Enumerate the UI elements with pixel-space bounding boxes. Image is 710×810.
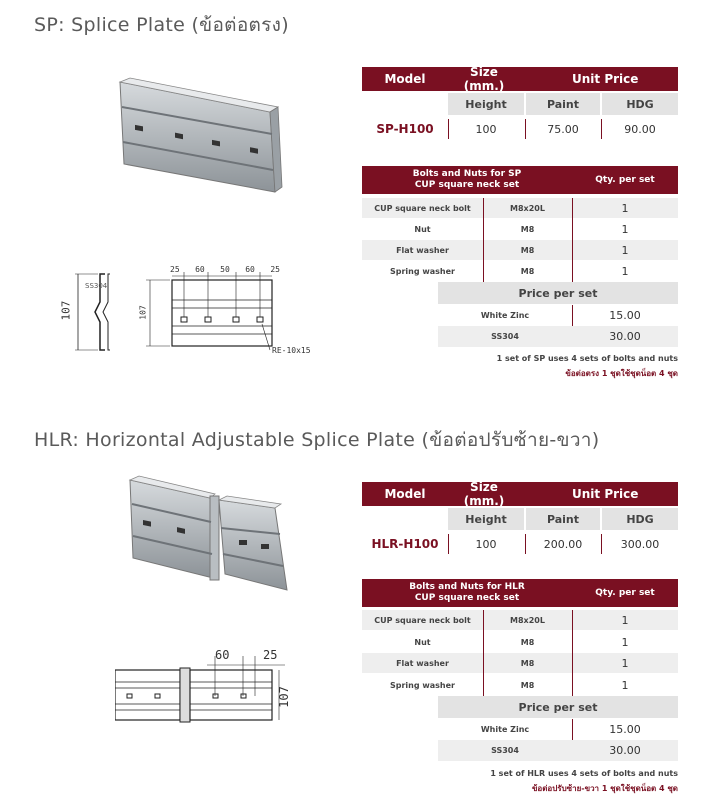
divider [525, 119, 526, 139]
divider [448, 119, 449, 139]
hlr-drawing-dim-25: 25 [263, 648, 278, 662]
finish-name: White Zinc [480, 725, 530, 734]
finish-price: 15.00 [609, 723, 641, 736]
bolt-name: Spring washer [390, 266, 455, 276]
dim-label: 60 [245, 265, 255, 274]
divider [448, 534, 449, 554]
dim-label: 50 [220, 265, 230, 274]
qty-header: Qty. per set [572, 166, 678, 194]
sp-drawing-slot-label: RE-10x15 [272, 346, 311, 355]
finish-name: SS304 [491, 746, 519, 755]
finish-name: SS304 [491, 332, 519, 341]
qty-header: Qty. per set [572, 579, 678, 607]
hdg-subheader: HDG [602, 93, 678, 115]
hlr-price-table [362, 482, 678, 802]
height-value: 100 [475, 122, 497, 136]
note-english: 1 set of SP uses 4 sets of bolts and nuts [496, 354, 678, 363]
bolt-size: M8 [520, 245, 535, 255]
finish-price: 30.00 [609, 330, 641, 343]
hlr-drawing-dim-107: 107 [276, 686, 291, 708]
hlr-splice-plate-photo [115, 470, 315, 605]
bolt-name: CUP square neck bolt [374, 203, 471, 213]
hlr-drawing-dim-60: 60 [215, 648, 230, 662]
bolt-size: M8x20L [510, 615, 545, 625]
bolt-qty: 1 [621, 243, 629, 257]
bolt-name: CUP square neck bolt [374, 615, 471, 625]
section-title-hlr: HLR: Horizontal Adjustable Splice Plate (ข้อต่อปรับซ้าย-ขวา) [34, 429, 600, 451]
hdg-value: 90.00 [624, 122, 656, 136]
model-value: SP-H100 [376, 122, 434, 136]
model-header: Model [362, 67, 448, 91]
hdg-value: 300.00 [620, 537, 660, 551]
finish-price: 30.00 [609, 744, 641, 757]
sp-price-table [362, 67, 678, 397]
bolt-qty: 1 [621, 613, 629, 627]
model-header: Model [362, 482, 448, 506]
bolt-size: M8 [520, 266, 535, 276]
bolt-qty: 1 [621, 635, 629, 649]
bolt-qty: 1 [621, 201, 629, 215]
bolt-name: Flat washer [396, 245, 449, 255]
divider [525, 534, 526, 554]
paint-value: 200.00 [543, 537, 583, 551]
sp-drawing-dim-107-front: 107 [138, 305, 148, 320]
paint-subheader: Paint [526, 508, 600, 530]
unit-price-header: Unit Price [520, 482, 678, 506]
note-thai: ข้อต่อตรง 1 ชุดใช้ชุดน็อต 4 ชุด [565, 369, 678, 378]
bolts-header [362, 579, 572, 607]
divider [601, 119, 602, 139]
note-thai: ข้อต่อปรับซ้าย-ขวา 1 ชุดใช้ชุดน็อต 4 ชุด [531, 784, 678, 793]
bolt-qty: 1 [621, 678, 629, 692]
hlr-technical-drawing [115, 648, 305, 728]
bolt-size: M8 [520, 637, 535, 647]
bolt-qty: 1 [621, 222, 629, 236]
bolt-size: M8x20L [510, 203, 545, 213]
bolts-title-line2: CUP square neck set [414, 593, 520, 603]
bolt-name: Nut [414, 224, 431, 234]
paint-subheader: Paint [526, 93, 600, 115]
price-per-set-header: Price per set [438, 696, 678, 718]
finish-price: 15.00 [609, 309, 641, 322]
height-subheader: Height [448, 93, 524, 115]
bolt-name: Spring washer [390, 680, 455, 690]
section-title-sp: SP: Splice Plate (ข้อต่อตรง) [34, 14, 289, 36]
bolts-title-line1: Bolts and Nuts for SP [412, 169, 522, 179]
height-value: 100 [475, 537, 497, 551]
bolt-qty: 1 [621, 264, 629, 278]
paint-value: 75.00 [547, 122, 579, 136]
bolt-qty: 1 [621, 656, 629, 670]
finish-name: White Zinc [480, 311, 530, 320]
bolt-size: M8 [520, 224, 535, 234]
note-english: 1 set of HLR uses 4 sets of bolts and nuts [490, 769, 678, 778]
bolt-size: M8 [520, 658, 535, 668]
sp-drawing-ss304-label: SS304 [85, 282, 108, 290]
dim-label: 25 [270, 265, 280, 274]
model-value: HLR-H100 [371, 537, 439, 551]
divider [601, 534, 602, 554]
dim-label: 25 [170, 265, 180, 274]
bolt-name: Flat washer [396, 658, 449, 668]
bolt-name: Nut [414, 637, 431, 647]
sp-technical-drawing [60, 262, 340, 362]
bolt-size: M8 [520, 680, 535, 690]
hdg-subheader: HDG [602, 508, 678, 530]
height-subheader: Height [448, 508, 524, 530]
sp-splice-plate-photo [110, 72, 340, 212]
price-per-set-header: Price per set [438, 282, 678, 304]
bolts-header [362, 166, 572, 194]
size-header: Size (mm.) [448, 67, 520, 91]
size-header: Size (mm.) [448, 482, 520, 506]
bolts-title-line1: Bolts and Nuts for HLR [409, 582, 525, 592]
dim-label: 60 [195, 265, 205, 274]
bolts-title-line2: CUP square neck set [414, 180, 520, 190]
unit-price-header: Unit Price [520, 67, 678, 91]
sp-drawing-dim-107-side: 107 [59, 300, 73, 321]
sp-drawing-top-dims [170, 265, 280, 274]
